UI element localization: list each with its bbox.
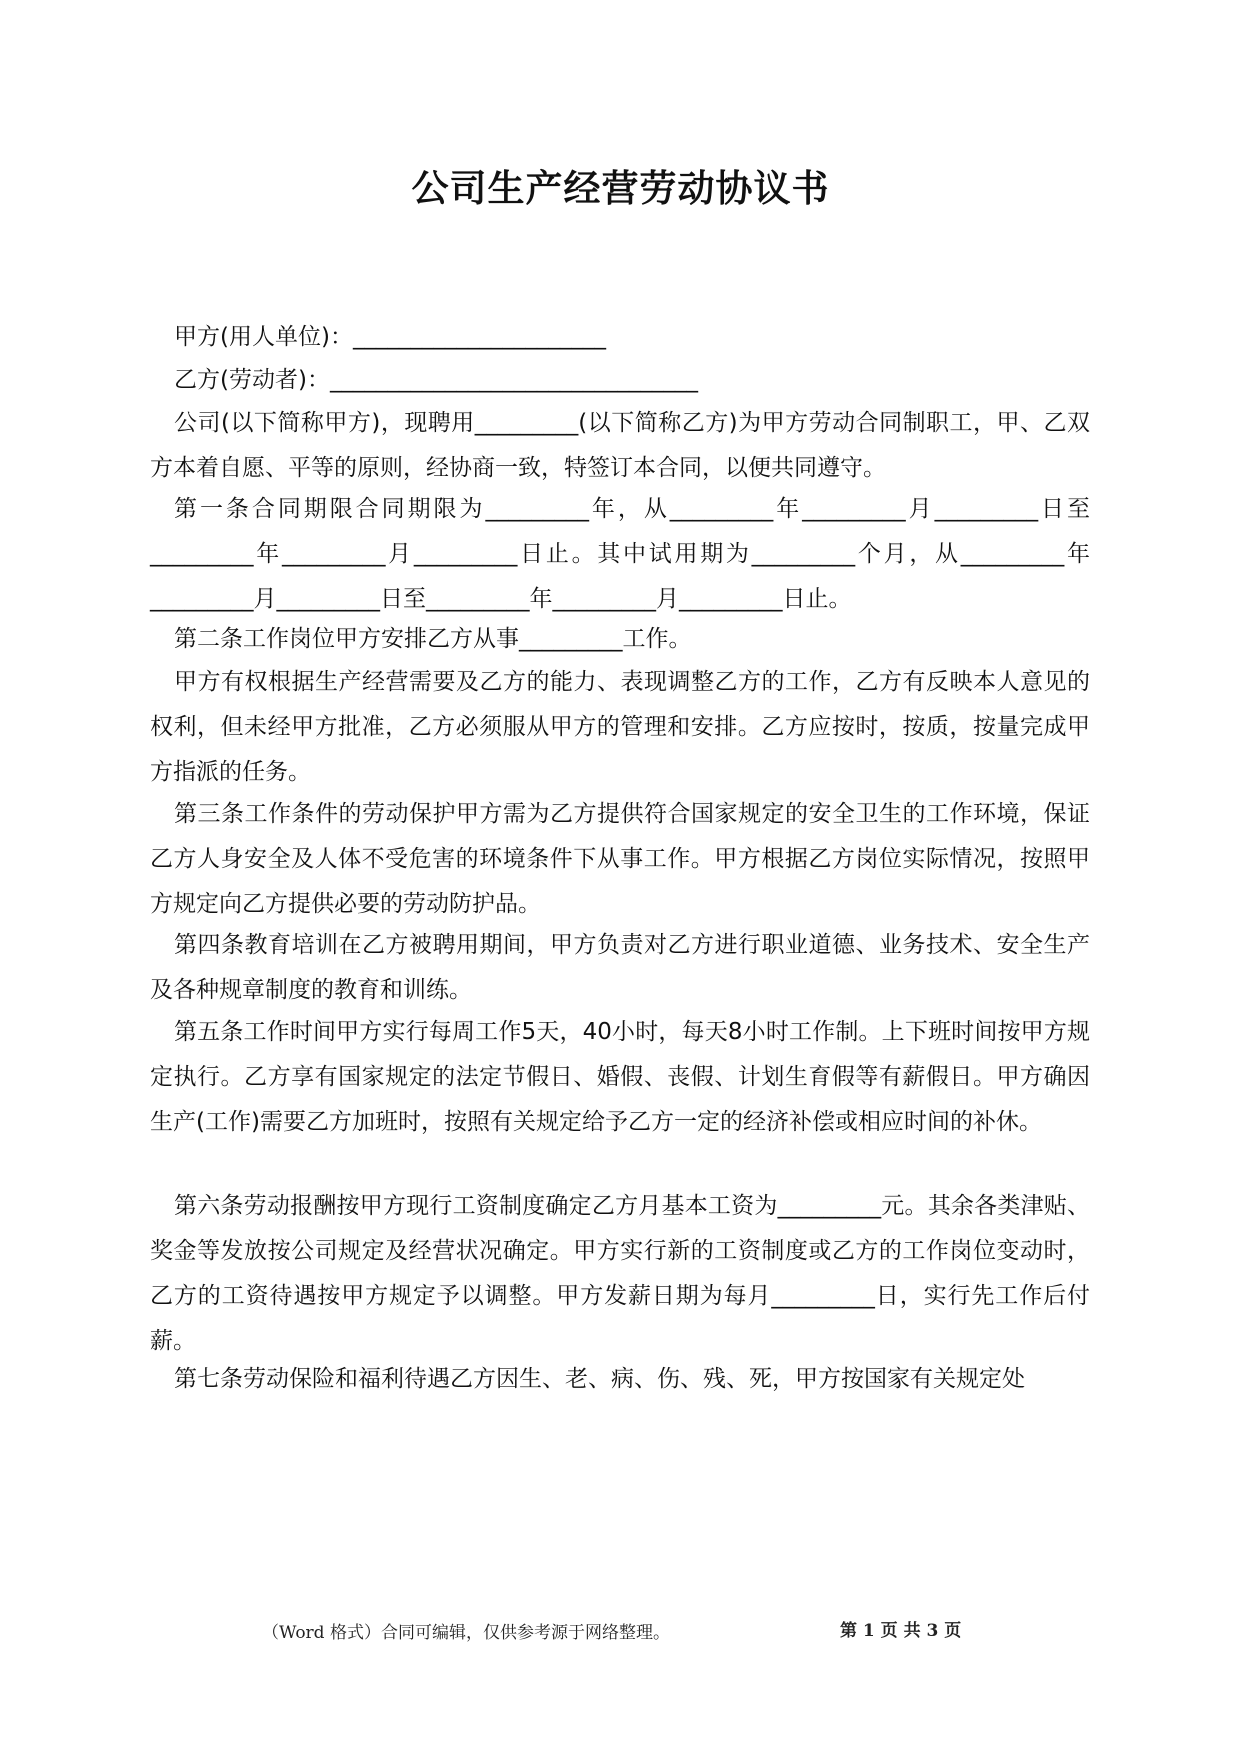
party-a-line: 甲方(用人单位)：______________________	[174, 324, 606, 350]
party-b-line: 乙方(劳动者)：________________________________	[174, 367, 698, 393]
article-5-paragraph: 第五条工作时间甲方实行每周工作5天，40小时，每天8小时工作制。上下班时间按甲方规定执行。乙方享有国家规定的法定节假日、婚假、丧假、计划生育假等有薪假日。甲方确因生产(工作)需要乙方加班时，按照有关规定给予乙方一定的经济补偿或相应时间的补休。	[150, 1019, 1090, 1135]
document-title: 公司生产经营劳动协议书	[411, 167, 830, 210]
footer-note: （Word 格式）合同可编辑，仅供参考源于网络整理。	[262, 1623, 670, 1643]
article-2-detail-paragraph: 甲方有权根据生产经营需要及乙方的能力、表现调整乙方的工作，乙方有反映本人意见的权利，但未经甲方批准，乙方必须服从甲方的管理和安排。乙方应按时，按质，按量完成甲方指派的任务。	[150, 669, 1090, 785]
intro-paragraph: 公司(以下简称甲方)，现聘用_________(以下简称乙方)为甲方劳动合同制职工，甲、乙双方本着自愿、平等的原则，经协商一致，特签订本合同，以便共同遵守。	[150, 410, 1090, 481]
article-2-paragraph: 第二条工作岗位甲方安排乙方从事_________工作。	[174, 626, 692, 652]
page-number: 第 1 页 共 3 页	[840, 1621, 962, 1641]
article-6-paragraph: 第六条劳动报酬按甲方现行工资制度确定乙方月基本工资为_________元。其余各类津贴、奖金等发放按公司规定及经营状况确定。甲方实行新的工资制度或乙方的工作岗位变动时，乙方的工资待遇按甲方规定予以调整。甲方发薪日期为每月_________日，实行先工作后付薪。	[150, 1193, 1090, 1354]
article-1-paragraph: 第一条合同期限合同期限为_________年，从_________年_________月_________日至_________年_________月_________日止。其中试用期为_________个月，从_________年_________月_________日至_________年_________月_________日止。	[150, 496, 1090, 612]
article-7-paragraph: 第七条劳动保险和福利待遇乙方因生、老、病、伤、残、死，甲方按国家有关规定处	[174, 1366, 1025, 1392]
article-4-paragraph: 第四条教育培训在乙方被聘用期间，甲方负责对乙方进行职业道德、业务技术、安全生产及各种规章制度的教育和训练。	[150, 932, 1090, 1003]
article-3-paragraph: 第三条工作条件的劳动保护甲方需为乙方提供符合国家规定的安全卫生的工作环境，保证乙方人身安全及人体不受危害的环境条件下从事工作。甲方根据乙方岗位实际情况，按照甲方规定向乙方提供必要的劳动防护品。	[150, 801, 1090, 917]
